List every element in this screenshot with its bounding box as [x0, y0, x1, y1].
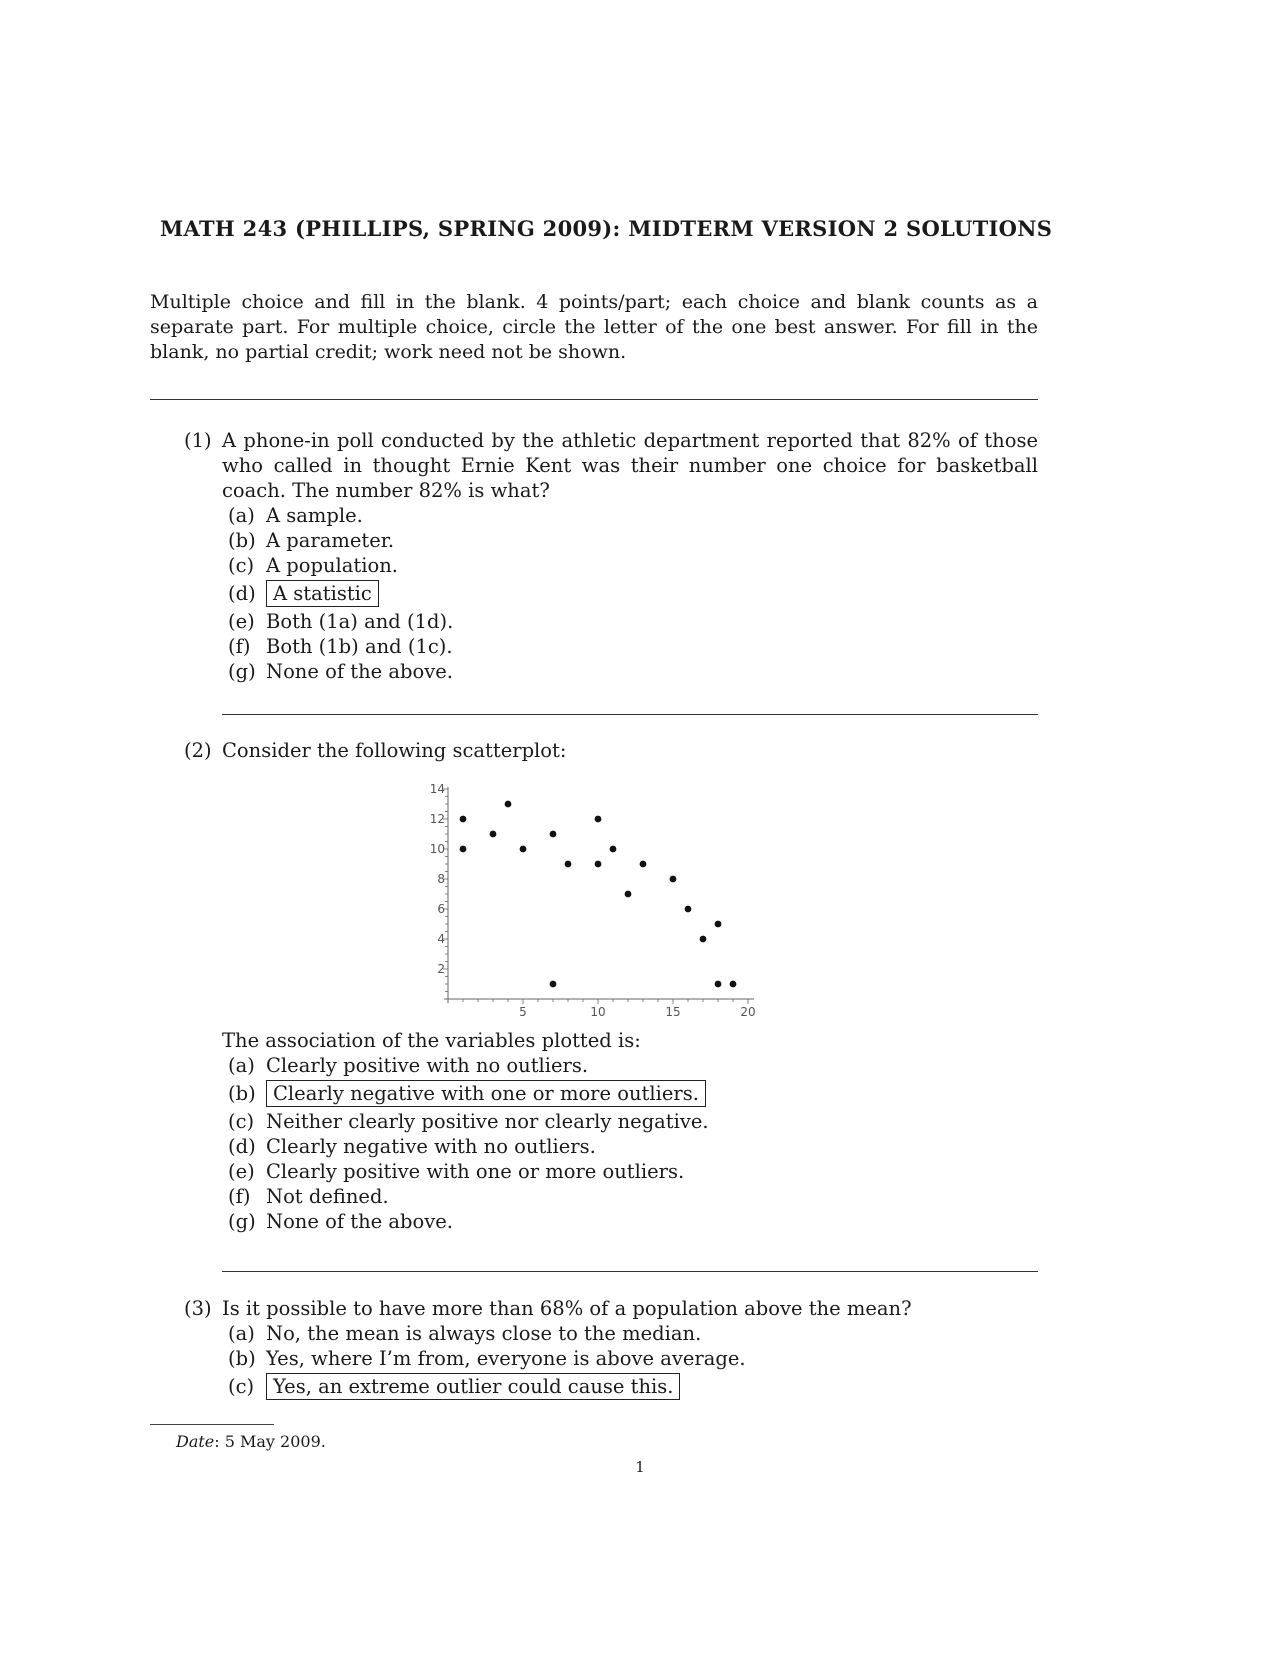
data-point — [460, 816, 467, 823]
y-tick-label: 10 — [429, 842, 445, 856]
option-c[interactable]: (c) A population. — [228, 554, 398, 577]
footnote — [176, 1432, 326, 1451]
option-e[interactable]: (e) Both (1a) and (1d). — [228, 610, 454, 633]
option-a[interactable]: (a) Clearly positive with no outliers. — [228, 1054, 589, 1077]
scatterplot — [400, 778, 770, 1018]
data-point — [625, 891, 632, 898]
y-tick-label: 4 — [437, 932, 445, 946]
option-a[interactable]: (a) No, the mean is always close to the median. — [228, 1322, 702, 1345]
data-point — [550, 831, 557, 838]
data-point — [670, 876, 677, 883]
y-tick-label: 8 — [437, 872, 445, 886]
question-2-choices — [184, 1028, 1038, 1234]
question-1 — [184, 428, 1038, 684]
question-text: Is it possible to have more than 68% of a population above the mean? — [222, 1297, 912, 1320]
footnote-text: : 5 May 2009. — [214, 1432, 326, 1451]
footnote-label: Date — [176, 1432, 215, 1451]
page-number: 1 — [635, 1458, 645, 1476]
option-g[interactable]: (g) None of the above. — [228, 660, 453, 683]
option-d[interactable]: (d) Clearly negative with no outliers. — [228, 1135, 596, 1158]
data-point — [715, 921, 722, 928]
data-point — [730, 981, 737, 988]
x-tick-label: 10 — [590, 1005, 606, 1018]
data-point — [715, 981, 722, 988]
option-f[interactable]: (f) Both (1b) and (1c). — [228, 635, 453, 658]
instructions: Multiple choice and fill in the blank. 4 points/part; each choice and blank counts as a separate part. For multiple choice, circle the letter of the one best answer. For fill in the blank, no partial credit; work need not be shown. — [150, 291, 1038, 363]
option-e[interactable]: (e) Clearly positive with one or more outliers. — [228, 1160, 685, 1183]
option-b-correct[interactable]: (b) Clearly negative with one or more outliers. — [228, 1078, 1038, 1109]
y-tick-label: 14 — [429, 782, 445, 796]
question-followup: The association of the variables plotted is: — [222, 1029, 641, 1052]
answer-box: Yes, an extreme outlier could cause this. — [266, 1373, 680, 1400]
section-divider — [150, 399, 1038, 400]
answer-box: Clearly negative with one or more outliers. — [266, 1080, 706, 1107]
question-3 — [184, 1296, 1038, 1402]
option-b[interactable]: (b) A parameter. — [228, 529, 395, 552]
y-tick-label: 2 — [437, 962, 445, 976]
data-point — [595, 816, 602, 823]
question-text: Consider the following scatterplot: — [222, 739, 567, 762]
option-c-correct[interactable]: (c) Yes, an extreme outlier could cause this. — [228, 1371, 1038, 1402]
answer-options — [228, 1321, 1038, 1402]
data-point — [520, 846, 527, 853]
footnote-rule — [150, 1424, 274, 1425]
y-tick-label: 12 — [429, 812, 445, 826]
section-divider — [222, 1271, 1038, 1272]
option-f[interactable]: (f) Not defined. — [228, 1185, 389, 1208]
question-number: (1) — [184, 429, 212, 452]
x-tick-label: 20 — [740, 1005, 756, 1018]
section-divider — [222, 714, 1038, 715]
option-g[interactable]: (g) None of the above. — [228, 1210, 453, 1233]
page-title: MATH 243 (PHILLIPS, SPRING 2009): MIDTERM VERSION 2 SOLUTIONS — [160, 216, 1053, 241]
data-point — [595, 861, 602, 868]
data-point — [640, 861, 647, 868]
data-point — [460, 846, 467, 853]
y-tick-label: 6 — [437, 902, 445, 916]
data-point — [505, 801, 512, 808]
data-point — [700, 936, 707, 943]
data-point — [565, 861, 572, 868]
option-a[interactable]: (a) A sample. — [228, 504, 363, 527]
question-number: (2) — [184, 739, 212, 762]
question-2 — [184, 738, 1038, 763]
option-b[interactable]: (b) Yes, where I’m from, everyone is above average. — [228, 1347, 746, 1370]
question-number: (3) — [184, 1297, 212, 1320]
answer-options — [228, 1053, 1038, 1234]
data-point — [550, 981, 557, 988]
data-point — [610, 846, 617, 853]
option-d-correct[interactable]: (d) A statistic — [228, 578, 1038, 609]
answer-box: A statistic — [266, 580, 379, 607]
data-point — [490, 831, 497, 838]
question-text: A phone-in poll conducted by the athletic department reported that 82% of those who called in thought Ernie Kent was their number one choice for basketball coach. The number 82% is what? — [222, 429, 1038, 502]
x-tick-label: 15 — [665, 1005, 681, 1018]
x-tick-label: 5 — [519, 1005, 527, 1018]
answer-options — [228, 503, 1038, 684]
data-point — [685, 906, 692, 913]
option-c[interactable]: (c) Neither clearly positive nor clearly negative. — [228, 1110, 709, 1133]
